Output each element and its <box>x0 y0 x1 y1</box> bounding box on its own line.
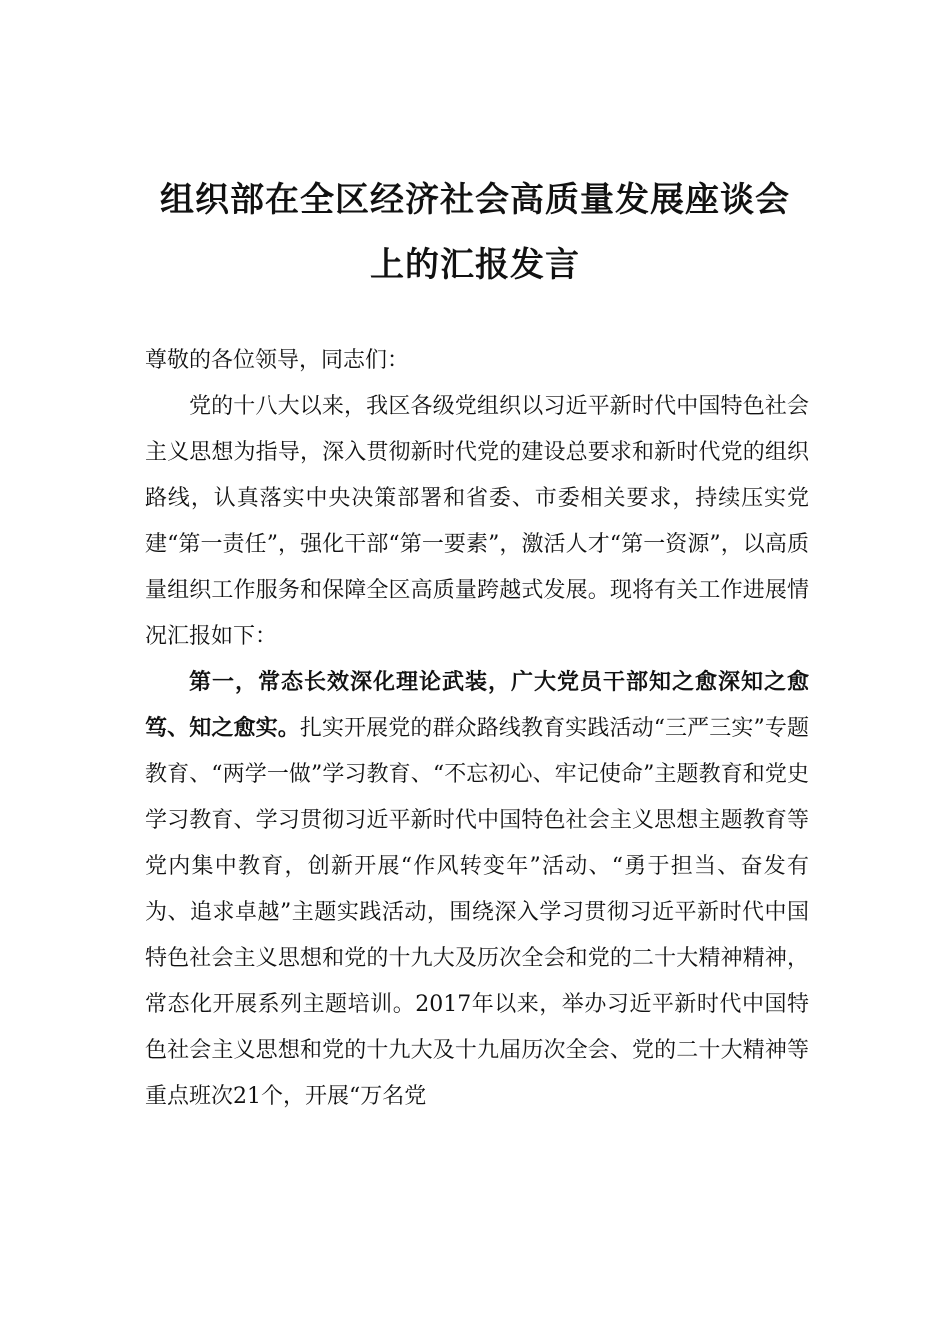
section-1-paragraph <box>145 660 809 1120</box>
salutation: 尊敬的各位领导，同志们： <box>145 348 410 373</box>
document-body <box>145 338 809 1120</box>
title-line-2: 上的汇报发言 <box>370 245 580 285</box>
section-1-text: 扎实开展党的群众路线教育实践活动“三严三实”专题教育、“两学一做”学习教育、“不忘初心、牢记使命”主题教育和党史学习教育、学习贯彻习近平新时代中国特色社会主义思想主题教育等党内集中教育，创新开展“作风转变年”活动、“勇于担当、奋发有为、追求卓越”主题实践活动，围绕深入学习贯彻习近平新时代中国特色社会主义思想和党的十九大及历次全会和党的二十大精神精神，常态化开展系列主题培训。2017年以来，举办习近平新时代中国特色社会主义思想和党的十九大及十九届历次全会、党的二十大精神等重点班次21个，开展“万名党 <box>145 716 809 1109</box>
intro-paragraph: 党的十八大以来，我区各级党组织以习近平新时代中国特色社会主义思想为指导，深入贯彻新时代党的建设总要求和新时代党的组织路线，认真落实中央决策部署和省委、市委相关要求，持续压实党建“第一责任”，强化干部“第一要素”，激活人才“第一资源”，以高质量组织工作服务和保障全区高质量跨越式发展。现将有关工作进展情况汇报如下： <box>145 394 809 649</box>
document-title <box>140 168 810 298</box>
section-1-lead: 第一，常态长效深化理论武装，广大党员干部知之愈深知之愈笃、知之愈实。 <box>145 670 809 741</box>
title-line-1: 组织部在全区经济社会高质量发展座谈会 <box>160 180 790 220</box>
